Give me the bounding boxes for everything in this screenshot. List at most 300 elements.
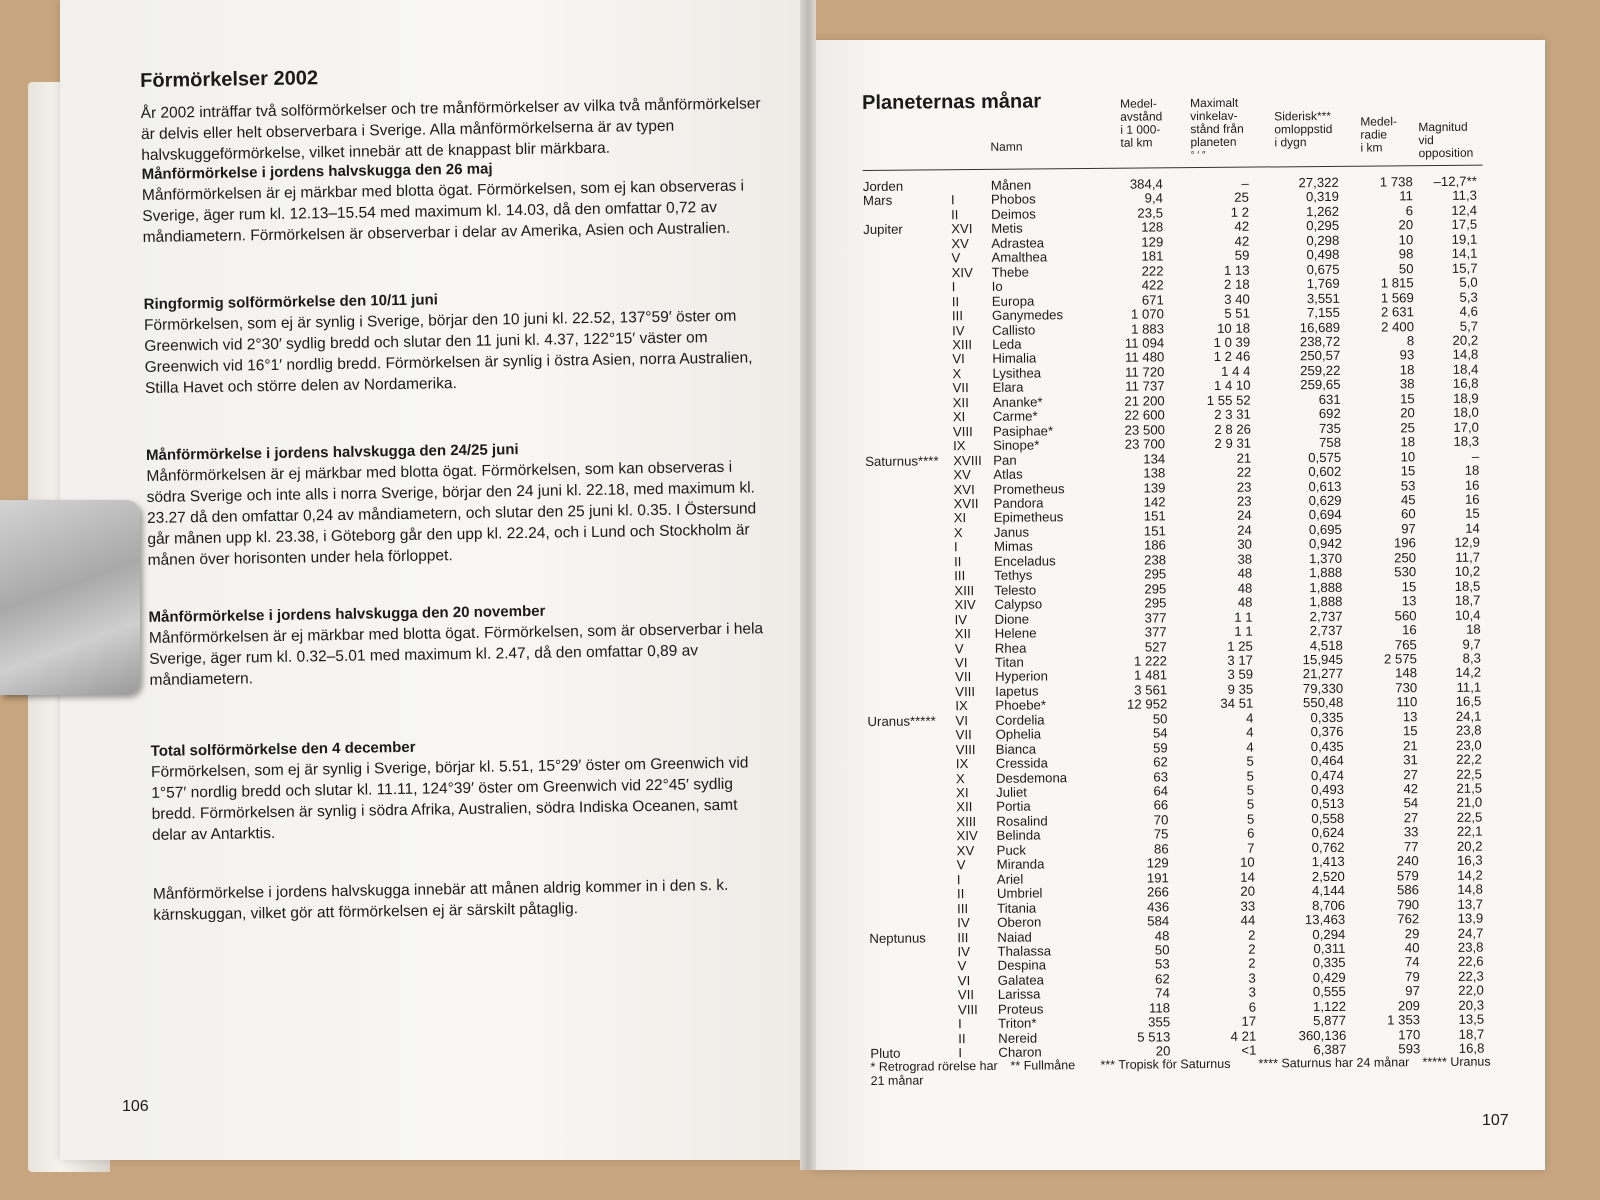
cell-period: 0,513 xyxy=(1311,796,1345,812)
cell-ang: 33 xyxy=(1240,898,1256,914)
cell-num: XVI xyxy=(953,481,975,497)
cell-num: X xyxy=(952,366,962,382)
cell-planet xyxy=(868,815,956,830)
cell-ang: 23 xyxy=(1236,479,1252,495)
cell-planet xyxy=(864,367,952,382)
cell-dist: 1 070 xyxy=(1130,306,1165,322)
cell-period: 692 xyxy=(1318,406,1341,422)
cell-num: IX xyxy=(955,756,969,772)
cell-num: I xyxy=(958,1016,962,1032)
cell-mag: 18,4 xyxy=(1452,361,1479,377)
cell-ang: 5 xyxy=(1246,811,1255,827)
cell-dist: 181 xyxy=(1141,248,1164,264)
cell-name: Deimos xyxy=(991,206,1036,222)
cell-radius: 13 xyxy=(1402,708,1418,725)
cell-dist: 222 xyxy=(1141,263,1164,279)
cell-planet xyxy=(870,1032,958,1047)
cell-num: IV xyxy=(957,944,971,960)
cell-planet xyxy=(868,830,956,845)
cell-mag: 17,0 xyxy=(1453,419,1480,435)
cell-radius: 45 xyxy=(1400,492,1416,508)
cell-dist: 22 600 xyxy=(1124,407,1165,423)
cell-radius: 10 xyxy=(1400,448,1416,464)
cell-dist: 118 xyxy=(1148,1000,1171,1016)
cell-dist: 139 xyxy=(1143,479,1166,496)
cell-name: Thebe xyxy=(991,264,1030,280)
cell-ang: 1 2 46 xyxy=(1213,349,1251,365)
cell-name: Janus xyxy=(993,524,1030,540)
cell-radius: 530 xyxy=(1394,564,1417,580)
header-angle: Maximalt vinkelav- stånd från planeten ° ′ ″ xyxy=(1190,95,1244,162)
cell-period: 13,463 xyxy=(1304,911,1346,928)
table-title: Planeternas månar xyxy=(862,90,1042,114)
cell-dist: 134 xyxy=(1143,450,1166,467)
cell-mag: 16,3 xyxy=(1456,852,1483,869)
cell-name: Miranda xyxy=(996,856,1045,873)
cell-radius: 170 xyxy=(1398,1026,1421,1043)
cell-radius: 18 xyxy=(1400,434,1416,450)
cell-planet xyxy=(868,743,956,758)
cell-period: 1,122 xyxy=(1312,998,1347,1014)
cell-dist: 191 xyxy=(1146,870,1169,886)
cell-name: Europa xyxy=(991,293,1035,309)
cell-ang: 2 xyxy=(1248,941,1256,957)
cell-ang: 4 21 xyxy=(1230,1028,1257,1044)
cell-planet xyxy=(864,295,952,310)
cell-name: Mimas xyxy=(993,538,1033,555)
cell-planet xyxy=(864,353,952,368)
cell-num: III xyxy=(951,308,964,324)
cell-dist: 50 xyxy=(1152,711,1168,727)
cell-name: Puck xyxy=(996,842,1027,858)
cell-name: Telesto xyxy=(994,582,1037,598)
cell-mag: 18,5 xyxy=(1454,578,1481,594)
section-title: Månförmörkelse i jordens halvskugga den 20 november xyxy=(148,602,546,626)
cell-dist: 151 xyxy=(1143,523,1166,539)
cell-radius: 148 xyxy=(1395,665,1418,681)
cell-ang: 5 xyxy=(1246,768,1255,784)
cell-ang: 42 xyxy=(1234,218,1250,235)
cell-period: 0,474 xyxy=(1310,767,1345,783)
cell-name: Charon xyxy=(998,1044,1042,1061)
cell-mag: 13,9 xyxy=(1457,910,1484,926)
cell-planet xyxy=(865,483,953,498)
cell-period: 0,624 xyxy=(1311,825,1345,841)
cell-num: VI xyxy=(954,655,968,671)
cell-mag: 4,6 xyxy=(1459,303,1479,319)
cell-ang: 59 xyxy=(1234,247,1250,264)
cell-period: 0,942 xyxy=(1308,536,1343,552)
cell-planet xyxy=(870,960,958,975)
cell-radius: 209 xyxy=(1397,997,1421,1014)
cell-radius: 25 xyxy=(1400,419,1416,436)
cell-num: XII xyxy=(956,799,973,815)
cell-period: 0,435 xyxy=(1310,738,1344,754)
cell-mag: 22,6 xyxy=(1457,954,1484,970)
cell-ang: 9 35 xyxy=(1227,681,1254,697)
cell-planet: Pluto xyxy=(870,1045,901,1062)
cell-ang: 1 2 xyxy=(1230,204,1250,220)
cell-radius: 1 569 xyxy=(1380,289,1414,306)
cell-dist: 23 500 xyxy=(1124,422,1166,438)
cell-num: VI xyxy=(952,351,965,367)
cell-ang: 48 xyxy=(1237,580,1253,596)
cell-ang: 22 xyxy=(1236,464,1252,480)
cell-period: 0,335 xyxy=(1310,709,1344,725)
cell-mag: 19,1 xyxy=(1451,231,1478,247)
cell-name: Bianca xyxy=(995,741,1037,757)
cell-period: 7,155 xyxy=(1306,304,1341,321)
cell-radius: 8 xyxy=(1406,333,1415,349)
cell-num: II xyxy=(951,207,959,223)
cell-mag: 13,7 xyxy=(1457,896,1484,912)
cell-period: 15,945 xyxy=(1302,651,1344,668)
cell-radius: 15 xyxy=(1402,723,1418,739)
cell-name: Elara xyxy=(992,379,1024,396)
cell-dist: 11 480 xyxy=(1124,349,1165,366)
cell-name: Umbriel xyxy=(996,885,1043,902)
cell-dist: 1 222 xyxy=(1133,653,1168,669)
section-text: Månförmörkelsen är ej märkbar med blotta ögat. Förmörkelsen, som är observerbar i hela Sverige, äger rum kl. 0.32–5.01 med maximum kl. 2.47, då den omfattar 0,89 av måndiametern. xyxy=(148,620,764,689)
header-angle-units: ° ′ ″ xyxy=(1190,150,1206,162)
cell-radius: 16 xyxy=(1401,622,1417,638)
cell-period: 0,298 xyxy=(1306,232,1340,248)
cell-dist: 129 xyxy=(1146,855,1169,871)
cell-mag: 14,1 xyxy=(1451,245,1478,262)
cell-dist: 5 513 xyxy=(1137,1029,1171,1045)
section-lunar-eclipse-june xyxy=(146,437,768,571)
page-number-left: 106 xyxy=(122,1098,149,1115)
cell-dist: 671 xyxy=(1141,291,1164,308)
cell-period: 1,888 xyxy=(1309,593,1343,610)
cell-planet xyxy=(869,916,957,931)
cell-num: I xyxy=(956,871,961,887)
cell-mag: 11,1 xyxy=(1456,679,1482,695)
cell-period: 0,602 xyxy=(1308,463,1342,480)
cell-planet xyxy=(865,425,953,440)
cell-planet xyxy=(865,439,953,454)
cell-period: 8,706 xyxy=(1312,897,1346,913)
cell-mag: 18,9 xyxy=(1452,390,1479,406)
cell-ang: 14 xyxy=(1240,869,1255,885)
cell-period: 2,737 xyxy=(1309,622,1343,639)
cell-dist: 422 xyxy=(1141,277,1164,293)
cell-ang: 25 xyxy=(1234,190,1250,206)
cell-name: Himalia xyxy=(992,350,1037,367)
cell-dist: 66 xyxy=(1153,797,1169,813)
cell-radius: 2 631 xyxy=(1380,304,1415,320)
cell-period: 238,72 xyxy=(1299,333,1341,350)
cell-radius: 240 xyxy=(1396,853,1419,869)
cell-period: 259,22 xyxy=(1300,362,1341,379)
cell-num: XV xyxy=(951,235,969,252)
cell-planet xyxy=(869,887,957,902)
cell-mag: 14,2 xyxy=(1457,867,1483,883)
cell-name: Tethys xyxy=(994,567,1033,584)
cell-mag: 9,7 xyxy=(1462,636,1481,652)
cell-ang: 4 xyxy=(1246,739,1254,755)
cell-period: 0,555 xyxy=(1312,984,1346,1000)
cell-dist: 54 xyxy=(1152,725,1168,741)
cell-period: 4,144 xyxy=(1311,883,1346,899)
cell-dist: 12 952 xyxy=(1126,696,1168,713)
footnote: ** Fullmåne xyxy=(1010,1058,1076,1073)
cell-dist: 11 720 xyxy=(1125,364,1165,380)
cell-mag: 18 xyxy=(1465,621,1481,637)
cell-planet xyxy=(868,728,956,743)
cell-planet xyxy=(867,613,955,628)
cell-ang: 1 55 52 xyxy=(1206,392,1251,408)
cell-radius: 110 xyxy=(1396,694,1418,710)
cell-planet xyxy=(863,208,951,223)
cell-dist: 23,5 xyxy=(1137,205,1164,221)
cell-mag: 14,2 xyxy=(1455,665,1482,681)
cell-num: VI xyxy=(955,712,969,728)
cell-planet xyxy=(864,266,952,281)
cell-planet xyxy=(864,324,952,339)
cell-period: 4,518 xyxy=(1309,637,1343,653)
cell-mag: –12,7** xyxy=(1433,173,1477,190)
cell-period: 0,493 xyxy=(1311,781,1345,798)
section-lunar-eclipse-may xyxy=(142,156,763,248)
cell-mag: 20,2 xyxy=(1456,838,1483,854)
cell-radius: 38 xyxy=(1399,376,1415,392)
cell-name: Lysithea xyxy=(992,365,1042,381)
cell-mag: 8,3 xyxy=(1462,650,1482,666)
cell-num: I xyxy=(950,192,955,208)
moons-table xyxy=(863,175,1485,1062)
cell-name: Belinda xyxy=(996,827,1041,844)
cell-radius: 27 xyxy=(1403,810,1419,826)
cell-planet xyxy=(867,671,955,686)
cell-radius: 790 xyxy=(1397,896,1420,913)
cell-radius: 250 xyxy=(1394,549,1417,566)
cell-num: VII xyxy=(952,380,969,396)
cell-planet xyxy=(868,757,956,772)
cell-dist: 138 xyxy=(1143,465,1166,481)
cell-name: Naiad xyxy=(997,929,1032,945)
cell-dist: 129 xyxy=(1141,234,1164,250)
cell-name: Helene xyxy=(994,625,1037,641)
cell-mag: 5,0 xyxy=(1459,274,1478,290)
cell-ang: 1 25 xyxy=(1227,638,1253,654)
cell-radius: 54 xyxy=(1403,795,1419,811)
cell-radius: 33 xyxy=(1403,824,1419,840)
cell-radius: 98 xyxy=(1398,246,1414,262)
cell-period: 0,335 xyxy=(1312,955,1346,971)
cell-name: Pan xyxy=(993,452,1017,468)
cell-num: X xyxy=(955,770,965,786)
cell-name: Larissa xyxy=(997,986,1041,1003)
cell-num: XI xyxy=(952,409,966,425)
footnote: *** Tropisk för Saturnus xyxy=(1100,1056,1231,1072)
cell-name: Ganymedes xyxy=(991,307,1064,323)
left-page-content xyxy=(140,60,773,926)
cell-ang: 1 4 10 xyxy=(1213,377,1251,394)
cell-radius: 762 xyxy=(1397,911,1420,927)
cell-mag: 24,7 xyxy=(1457,925,1484,941)
cell-num: XIII xyxy=(954,582,975,598)
cell-radius: 18 xyxy=(1399,362,1415,378)
cell-mag: 14,8 xyxy=(1457,881,1484,898)
cell-ang: 3 17 xyxy=(1227,652,1254,668)
cell-dist: 584 xyxy=(1147,913,1170,929)
cell-num: XI xyxy=(956,785,969,801)
cell-name: Månen xyxy=(990,177,1032,193)
cell-radius: 42 xyxy=(1403,781,1419,797)
cell-num: XIV xyxy=(951,264,973,280)
cell-mag: 16,5 xyxy=(1455,693,1482,710)
cell-planet xyxy=(863,237,951,252)
cell-planet xyxy=(869,902,957,917)
cell-dist: 377 xyxy=(1144,609,1167,626)
cell-ang: 7 xyxy=(1247,840,1255,856)
cell-dist: 384,4 xyxy=(1129,176,1163,192)
cell-name: Calypso xyxy=(994,596,1043,613)
cell-mag: 18,7 xyxy=(1454,592,1481,608)
cell-dist: 59 xyxy=(1152,740,1168,756)
cell-num xyxy=(951,179,991,194)
cell-planet xyxy=(865,468,953,483)
cell-planet xyxy=(870,974,958,989)
cell-mag: 21,5 xyxy=(1456,780,1483,796)
cell-num: IV xyxy=(957,915,970,931)
cell-period: 0,464 xyxy=(1310,752,1344,769)
cell-dist: 3 561 xyxy=(1134,682,1168,698)
cell-dist: 64 xyxy=(1153,783,1169,799)
cell-period: 2,737 xyxy=(1309,608,1343,624)
cell-ang: 2 9 31 xyxy=(1214,435,1252,452)
cell-num: XIII xyxy=(956,813,977,830)
cell-radius: 93 xyxy=(1399,347,1415,363)
cell-radius: 20 xyxy=(1398,217,1414,233)
cell-radius: 53 xyxy=(1400,477,1416,493)
cell-mag: 10,4 xyxy=(1454,607,1481,623)
cell-ang: 5 51 xyxy=(1224,305,1251,321)
cell-name: Phoebe* xyxy=(995,697,1047,714)
cell-mag: 5,3 xyxy=(1459,289,1478,305)
cell-planet xyxy=(864,338,952,353)
cell-period: 0,675 xyxy=(1306,261,1340,277)
cell-num: II xyxy=(958,1030,966,1046)
cell-period: 0,429 xyxy=(1312,969,1346,986)
cell-num: XII xyxy=(954,626,971,642)
cell-period: 0,629 xyxy=(1308,492,1342,509)
cell-name: Galatea xyxy=(997,972,1045,988)
cell-name: Rhea xyxy=(994,640,1027,656)
cell-radius: 579 xyxy=(1396,867,1419,884)
cell-ang: 1 13 xyxy=(1223,262,1250,278)
page-number-right: 107 xyxy=(1482,1112,1509,1129)
cell-mag: 23,8 xyxy=(1455,722,1482,739)
cell-radius: 196 xyxy=(1393,535,1417,551)
header-name: Namn xyxy=(990,139,1023,154)
cell-planet xyxy=(868,772,956,787)
cell-planet xyxy=(867,685,955,700)
section-text: Månförmörkelsen är ej märkbar med blotta ögat. Förmörkelsen, som ej kan observeras i Sverige, äger rum kl. 12.13–15.54 med maximum kl. 14.03, då den omfattar 0,72 av måndiametern. Förmörkelsen är observerbar i delar av Amerika, Asien och Australien. xyxy=(141,177,745,246)
cell-period: 1,413 xyxy=(1311,854,1345,870)
cell-ang: 2 xyxy=(1248,956,1256,972)
cell-name: Oberon xyxy=(997,914,1042,930)
cell-mag: 16 xyxy=(1464,477,1480,493)
cell-dist: 11 737 xyxy=(1125,378,1165,395)
cell-name: Nereid xyxy=(998,1030,1038,1046)
cell-planet xyxy=(865,410,953,425)
cell-dist: 238 xyxy=(1144,552,1167,568)
cell-dist: 377 xyxy=(1144,624,1167,640)
cell-radius: 593 xyxy=(1398,1041,1421,1057)
cell-planet: Uranus***** xyxy=(867,713,936,729)
cell-name: Thalassa xyxy=(997,943,1052,959)
cell-ang: 48 xyxy=(1237,594,1253,610)
cell-ang: 48 xyxy=(1237,565,1253,581)
cell-planet xyxy=(869,873,957,888)
cell-num: VIII xyxy=(955,741,976,757)
cell-radius: 1 815 xyxy=(1380,275,1414,291)
cell-num: III xyxy=(957,900,969,916)
cell-period: 360,136 xyxy=(1298,1027,1347,1043)
intro-paragraph: År 2002 inträffar två solförmörkelser och tre månförmörkelser av vilka två månförmörkelser är delvis eller helt observerbara i Sverige. Alla månförmörkelserna är av typen halvskuggeförmörkelse, vilket innebär att de knappast blir märkbara. xyxy=(140,95,761,164)
cell-planet xyxy=(870,989,958,1004)
footnote: * Retrograd rörelse har 21 månar xyxy=(870,1058,998,1088)
cell-ang: 5 xyxy=(1246,797,1255,813)
cell-mag: 18,3 xyxy=(1453,433,1480,450)
cell-planet xyxy=(867,656,955,671)
cell-period: 1,888 xyxy=(1309,579,1343,595)
cell-num: X xyxy=(953,525,963,541)
cell-num: XII xyxy=(952,394,969,411)
cell-planet: Saturnus**** xyxy=(865,452,939,469)
cell-mag: 22,5 xyxy=(1456,809,1483,825)
cell-planet xyxy=(869,945,957,960)
cell-num: V xyxy=(951,250,961,266)
cell-num: IV xyxy=(952,322,965,338)
cell-planet xyxy=(866,526,954,541)
cell-ang: 2 18 xyxy=(1223,276,1250,293)
cell-num: V xyxy=(956,857,966,873)
section-solar-eclipse-december xyxy=(151,733,773,846)
cell-dist: 9,4 xyxy=(1144,190,1164,206)
cell-name: Rosalind xyxy=(996,813,1048,829)
cell-mag: 15 xyxy=(1464,506,1480,522)
cell-ang: 5 xyxy=(1246,753,1254,769)
cell-radius: 1 738 xyxy=(1379,174,1413,190)
cell-mag: 22,0 xyxy=(1458,982,1484,999)
section-lunar-eclipse-november xyxy=(148,599,769,691)
cell-mag: 12,4 xyxy=(1451,202,1478,218)
cell-period: 758 xyxy=(1318,434,1342,451)
cell-num: II xyxy=(954,553,962,569)
cell-name: Iapetus xyxy=(995,683,1039,699)
header-distance: Medel- avstånd i 1 000- tal km xyxy=(1120,96,1163,150)
cell-period: 27,322 xyxy=(1298,174,1339,191)
cell-radius: 15 xyxy=(1399,390,1415,407)
cell-name: Despina xyxy=(997,957,1047,974)
header-magnitude: Magnitud vid opposition xyxy=(1418,119,1474,161)
cell-period: 250,57 xyxy=(1299,348,1341,364)
cell-ang: 2 8 26 xyxy=(1214,421,1252,437)
cell-name: Amalthea xyxy=(991,249,1048,266)
cell-name: Proteus xyxy=(997,1001,1044,1017)
cell-period: 0,575 xyxy=(1308,449,1342,465)
cell-name: Leda xyxy=(992,336,1022,352)
cell-num: I xyxy=(958,1045,963,1061)
cell-name: Sinope* xyxy=(993,437,1040,454)
cell-ang: 24 xyxy=(1236,508,1252,524)
cell-period: 1,769 xyxy=(1306,276,1340,292)
cell-radius: 765 xyxy=(1394,636,1417,652)
cell-radius: 60 xyxy=(1400,506,1416,522)
